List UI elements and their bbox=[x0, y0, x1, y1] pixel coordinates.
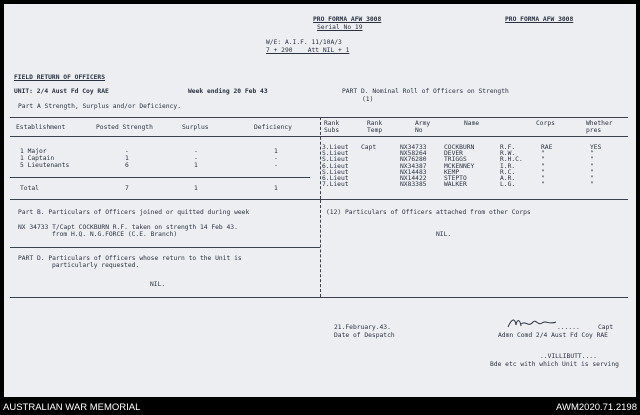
list-item: DEVER bbox=[444, 150, 463, 158]
list-item: NX14483 bbox=[400, 168, 427, 176]
col-header-name: Name bbox=[464, 120, 480, 127]
table-divider bbox=[320, 117, 321, 199]
list-item: " bbox=[590, 150, 594, 158]
list-item: YES bbox=[590, 144, 602, 151]
part-d-subtitle: (1) bbox=[362, 96, 374, 103]
name-column bbox=[444, 145, 474, 188]
list-item: 7.Lieut bbox=[322, 181, 349, 189]
list-item: " bbox=[541, 175, 545, 183]
table-cell: 1 bbox=[274, 148, 278, 155]
list-item: " bbox=[590, 175, 594, 183]
list-item: NX34733 bbox=[400, 144, 427, 151]
list-item: NX83385 bbox=[400, 181, 427, 189]
list-item: " bbox=[541, 168, 545, 176]
table-cell: - bbox=[274, 162, 278, 169]
part-c-title: (12) Particulars of Officers attached from other Corps bbox=[326, 209, 531, 216]
table-header-rule bbox=[10, 136, 628, 137]
list-item: 3.Lieut bbox=[322, 144, 349, 151]
list-item: R.W. bbox=[500, 150, 516, 158]
part-b-title: Part B. Particulars of Officers joined or quitted during week bbox=[18, 209, 250, 216]
table-total-rule bbox=[10, 177, 310, 178]
week-ending: Week ending 20 Feb 43 bbox=[188, 88, 268, 95]
unit-serving: ..VILLIBUTT.... bbox=[540, 353, 597, 360]
table-row: 1 Major bbox=[20, 148, 47, 155]
col-header-deficiency: Deficiency bbox=[254, 124, 292, 131]
col-header-establishment: Establishment bbox=[16, 124, 66, 131]
list-item: I.R. bbox=[500, 162, 516, 170]
list-item: " bbox=[590, 181, 594, 189]
list-item: NX34387 bbox=[400, 162, 427, 170]
part-b-line2: from H.Q. N.G.FORCE (C.E. Branch) bbox=[52, 231, 178, 238]
form-number-right: PRO FORMA AFW 3008 bbox=[505, 16, 574, 23]
col-header-whether: Whether pres bbox=[586, 120, 613, 134]
archive-footer bbox=[0, 401, 640, 415]
corps-column bbox=[541, 145, 552, 188]
table-total-label: Total bbox=[20, 185, 39, 192]
part-a-title: Part A Strength, Surplus and/or Deficiency. bbox=[18, 103, 182, 110]
table-cell: - bbox=[125, 148, 129, 155]
signature-rank: Capt bbox=[598, 324, 614, 331]
list-item: " bbox=[590, 162, 594, 170]
list-item: KEMP bbox=[444, 168, 460, 176]
list-item: R.H.C. bbox=[500, 156, 523, 164]
list-item: L.G. bbox=[500, 181, 516, 189]
table-bottom-rule bbox=[10, 199, 628, 200]
list-item: WALKER bbox=[444, 181, 467, 189]
part-c-value: NIL. bbox=[436, 231, 452, 238]
wa-reference: W/E: A.I.F. 11/10A/3 bbox=[266, 39, 342, 46]
table-total-posted: 7 bbox=[125, 185, 129, 192]
section-divider bbox=[320, 200, 321, 297]
archive-name: AUSTRALIAN WAR MEMORIAL bbox=[3, 402, 141, 413]
list-item: STEPTO bbox=[444, 175, 467, 183]
army-no-column bbox=[400, 145, 427, 188]
unit-serving-label: Bde etc with which Unit is serving bbox=[490, 361, 619, 368]
field-return-title: FIELD RETURN OF OFFICERS bbox=[14, 74, 105, 81]
list-item: S.Lieut bbox=[322, 150, 349, 158]
signature-dots: ...... bbox=[557, 324, 580, 331]
list-item: Capt bbox=[361, 144, 377, 151]
list-item: S.Lieut bbox=[322, 156, 349, 164]
list-item: " bbox=[541, 181, 545, 189]
list-item: COCKBURN bbox=[444, 144, 475, 151]
table-row: 5 Lieutenants bbox=[20, 162, 70, 169]
list-item: S.Lieut bbox=[322, 168, 349, 176]
part-d-title: PART D. Nominal Roll of Officers on Strength bbox=[342, 88, 509, 95]
rank-temp-column bbox=[361, 145, 376, 151]
initials-column bbox=[500, 145, 523, 188]
list-item: R.F. bbox=[500, 144, 516, 151]
document-page bbox=[4, 4, 636, 397]
despatch-date: 21.February.43. bbox=[334, 324, 391, 331]
list-item: TRIGGS bbox=[444, 156, 467, 164]
part-b-line1: NX 34733 T/Capt COCKBURN R.F. taken on strength 14 Feb 43. bbox=[18, 224, 238, 231]
list-item: " bbox=[590, 156, 594, 164]
part-d2-value: NIL. bbox=[150, 281, 166, 288]
col-header-surplus: Surplus bbox=[182, 124, 209, 131]
col-header-army-no: Army No bbox=[415, 120, 431, 134]
table-cell: - bbox=[194, 155, 198, 162]
list-item: RAE bbox=[541, 144, 553, 151]
strength-summary: 7 + 290 Att NIL + 1 bbox=[266, 47, 350, 54]
list-item: A.R. bbox=[500, 175, 516, 183]
list-item: " bbox=[541, 162, 545, 170]
col-header-rank-temp: Rank Temp bbox=[367, 120, 383, 134]
part-d2-line1: PART D. Particulars of Officers whose return to the Unit is bbox=[18, 255, 242, 262]
list-item: NX58264 bbox=[400, 150, 427, 158]
col-header-rank-subs: Rank Subs bbox=[324, 120, 340, 134]
table-top-rule bbox=[10, 117, 628, 118]
table-cell: 6 bbox=[125, 162, 129, 169]
table-total-surplus: 1 bbox=[194, 185, 198, 192]
pres-column bbox=[590, 145, 601, 188]
list-item: 6.Lieut bbox=[322, 162, 349, 170]
list-item: " bbox=[541, 150, 545, 158]
table-cell: 1 bbox=[125, 155, 129, 162]
col-header-corps: Corps bbox=[536, 120, 555, 127]
list-item: MCKENNEY bbox=[444, 162, 475, 170]
table-cell: - bbox=[274, 155, 278, 162]
unit-label: UNIT: 2/4 Aust Fd Coy RAE bbox=[14, 88, 109, 95]
despatch-label: Date of Despatch bbox=[334, 332, 395, 339]
serial-number: Serial No 19 bbox=[317, 24, 363, 31]
list-item: R.C. bbox=[500, 168, 516, 176]
lower-divider bbox=[10, 297, 628, 298]
part-b-divider bbox=[10, 247, 320, 248]
table-cell: - bbox=[194, 148, 198, 155]
list-item: NX14422 bbox=[400, 175, 427, 183]
form-number-left: PRO FORMA AFW 3008 bbox=[313, 16, 382, 23]
list-item: " bbox=[541, 156, 545, 164]
list-item: NX76280 bbox=[400, 156, 427, 164]
list-item: " bbox=[590, 168, 594, 176]
table-total-deficiency: 1 bbox=[274, 185, 278, 192]
list-item: 6.Lieut bbox=[322, 175, 349, 183]
signature-line: Admn Comd 2/4 Aust Fd Coy RAE bbox=[498, 332, 608, 339]
table-cell: 1 bbox=[194, 162, 198, 169]
accession-number: AWM2020.71.2198 bbox=[556, 402, 637, 413]
part-d2-line2: particularly requested. bbox=[52, 262, 140, 269]
table-row: 1 Captain bbox=[20, 155, 55, 162]
col-header-posted: Posted Strength bbox=[96, 124, 153, 131]
signature-image bbox=[506, 316, 558, 330]
rank-subs-column bbox=[322, 145, 349, 188]
